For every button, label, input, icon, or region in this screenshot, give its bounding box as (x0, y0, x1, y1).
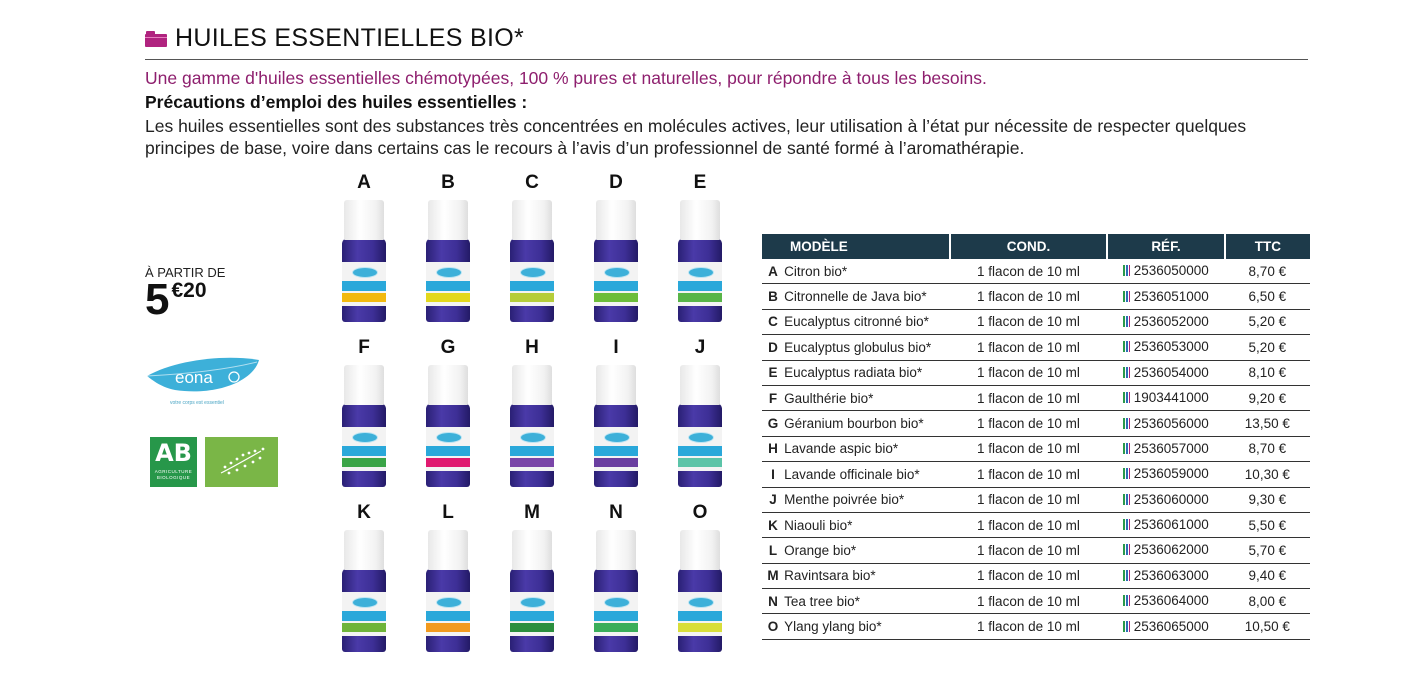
bottle-item: D (574, 170, 658, 330)
barcode-icon (1123, 315, 1132, 330)
ab-logo: AB AGRICULTURE BIOLOGIQUE (150, 437, 197, 487)
bottle-item: C (490, 170, 574, 330)
intro-text: Une gamme d'huiles essentielles chémotypées, 100 % pures et naturelles, pour répondre à tous les besoins. (145, 68, 987, 88)
bottle-image (342, 200, 386, 324)
table-row: D Eucalyptus globulus bio* 1 flacon de 10 ml 2536053000 5,20 € (762, 335, 1310, 360)
table-row: I Lavande officinale bio* 1 flacon de 10 ml 2536059000 10,30 € (762, 462, 1310, 487)
bottle-item: M (490, 500, 574, 660)
precautions-title: Précautions d’emploi des huiles essentielles : (145, 92, 528, 112)
table-row: B Citronnelle de Java bio* 1 flacon de 10 ml 2536051000 6,50 € (762, 284, 1310, 309)
page-header (145, 24, 524, 53)
price-integer: 5 (145, 275, 170, 324)
table-row: H Lavande aspic bio* 1 flacon de 10 ml 2536057000 8,70 € (762, 436, 1310, 461)
bottle-item: K (322, 500, 406, 660)
bottle-item: F (322, 335, 406, 495)
col-header-ttc: TTC (1225, 234, 1310, 259)
barcode-icon (1123, 264, 1132, 279)
svg-text:eona: eona (175, 368, 213, 387)
bottle-item: O (658, 500, 742, 660)
barcode-icon (1123, 340, 1132, 355)
bottle-item: A (322, 170, 406, 330)
price-block (145, 265, 225, 322)
barcode-icon (1123, 391, 1132, 406)
bottle-image (426, 365, 470, 489)
bottle-image (426, 200, 470, 324)
price-from-label: À PARTIR DE (145, 265, 226, 280)
table-header-row (762, 234, 1310, 259)
bottle-item: B (406, 170, 490, 330)
table-row: F Gaulthérie bio* 1 flacon de 10 ml 1903441000 9,20 € (762, 385, 1310, 410)
bottle-item: N (574, 500, 658, 660)
col-header-cond: COND. (950, 234, 1108, 259)
bottle-item: H (490, 335, 574, 495)
bottle-image (678, 530, 722, 654)
table-row: C Eucalyptus citronné bio* 1 flacon de 10 ml 2536052000 5,20 € (762, 309, 1310, 334)
price-decimal: €20 (171, 279, 207, 302)
bottle-item: G (406, 335, 490, 495)
bottle-image (594, 530, 638, 654)
table-row: K Niaouli bio* 1 flacon de 10 ml 2536061000 5,50 € (762, 512, 1310, 537)
table-row: J Menthe poivrée bio* 1 flacon de 10 ml 2536060000 9,30 € (762, 487, 1310, 512)
folder-icon (145, 31, 167, 47)
table-row: E Eucalyptus radiata bio* 1 flacon de 10 ml 2536054000 8,10 € (762, 360, 1310, 385)
barcode-icon (1123, 518, 1132, 533)
barcode-icon (1123, 467, 1132, 482)
table-row: L Orange bio* 1 flacon de 10 ml 2536062000 5,70 € (762, 538, 1310, 563)
barcode-icon (1123, 366, 1132, 381)
table-row: G Géranium bourbon bio* 1 flacon de 10 ml 2536056000 13,50 € (762, 411, 1310, 436)
bottle-image (594, 200, 638, 324)
barcode-icon (1123, 290, 1132, 305)
bottle-image (426, 530, 470, 654)
product-table (762, 234, 1310, 640)
bottle-image (342, 365, 386, 489)
col-header-model: MODÈLE (762, 234, 950, 259)
bottle-item: E (658, 170, 742, 330)
bottle-item: J (658, 335, 742, 495)
barcode-icon (1123, 620, 1132, 635)
bottle-image (510, 365, 554, 489)
table-row: N Tea tree bio* 1 flacon de 10 ml 2536064000 8,00 € (762, 589, 1310, 614)
table-row: O Ylang ylang bio* 1 flacon de 10 ml 2536065000 10,50 € (762, 614, 1310, 639)
barcode-icon (1123, 417, 1132, 432)
barcode-icon (1123, 543, 1132, 558)
bottle-item: L (406, 500, 490, 660)
bottle-image (510, 200, 554, 324)
title-divider (145, 59, 1308, 60)
bottle-item: I (574, 335, 658, 495)
page-title: HUILES ESSENTIELLES BIO* (175, 24, 524, 52)
barcode-icon (1123, 442, 1132, 457)
bottle-image (342, 530, 386, 654)
eu-organic-logo (205, 437, 278, 487)
precautions-text: Les huiles essentielles sont des substances très concentrées en molécules actives, leur utilisation à l’état pur nécessite de respecter quelques principes de base, voire dans certains cas le recours à l’avis d’un professionnel de santé formé à l’aromathérapie. (145, 116, 1247, 158)
col-header-ref: RÉF. (1107, 234, 1224, 259)
bottle-image (678, 365, 722, 489)
barcode-icon (1123, 594, 1132, 609)
bottle-image (594, 365, 638, 489)
barcode-icon (1123, 569, 1132, 584)
table-row: M Ravintsara bio* 1 flacon de 10 ml 2536063000 9,40 € (762, 563, 1310, 588)
bottle-image (678, 200, 722, 324)
table-row: A Citron bio* 1 flacon de 10 ml 2536050000 8,70 € (762, 259, 1310, 284)
barcode-icon (1123, 493, 1132, 508)
bottle-image (510, 530, 554, 654)
eona-tagline: votre corps est essentiel (170, 400, 224, 406)
